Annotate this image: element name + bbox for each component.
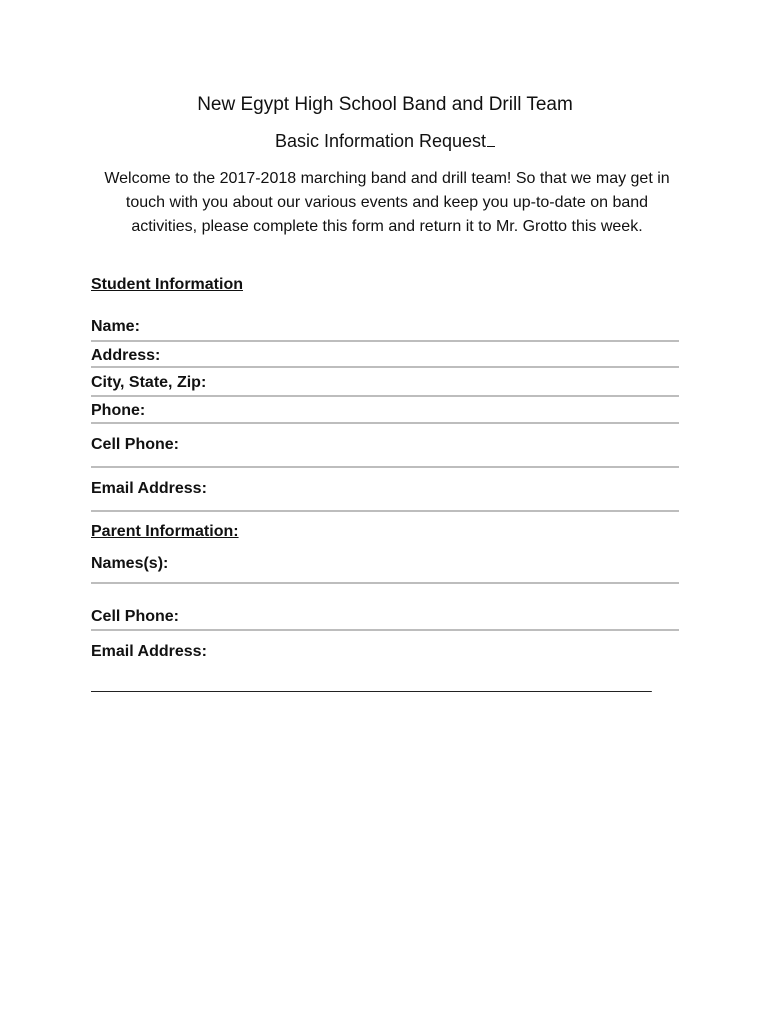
- parent-names-label: Names(s):: [91, 555, 169, 572]
- student-email-field[interactable]: [91, 480, 679, 512]
- form-title: New Egypt High School Band and Drill Team: [197, 94, 573, 115]
- student-email-label: Email Address:: [91, 480, 207, 497]
- student-address-field[interactable]: [91, 347, 679, 368]
- form-subtitle-text: Basic Information Request: [274, 131, 487, 151]
- student-city-state-zip-field[interactable]: [91, 374, 679, 397]
- parent-names-field[interactable]: [91, 555, 679, 584]
- parent-email-field[interactable]: [91, 643, 679, 663]
- form-subtitle: [0, 131, 770, 152]
- parent-email-label: Email Address:: [91, 643, 207, 660]
- student-name-label: Name:: [91, 318, 140, 335]
- intro-paragraph: Welcome to the 2017-2018 marching band and drill team! So that we may get in touch with you about our various events and keep you up-to-date on band activities, please complete this form and return it to Mr. Grotto this week.: [104, 170, 670, 235]
- parent-email-underscore-line[interactable]: _______________________________________________________________: [91, 676, 652, 693]
- student-name-field[interactable]: [91, 318, 679, 342]
- student-phone-field[interactable]: [91, 402, 679, 424]
- parent-cell-phone-field[interactable]: [91, 608, 679, 631]
- student-cell-phone-label: Cell Phone:: [91, 436, 180, 453]
- student-information-heading: [91, 276, 263, 294]
- student-phone-label: Phone:: [91, 402, 146, 419]
- student-heading-text: Student Information: [91, 276, 243, 293]
- student-city-state-zip-label: City, State, Zip:: [91, 374, 207, 391]
- parent-information-heading: [91, 523, 244, 541]
- parent-cell-phone-label: Cell Phone:: [91, 608, 180, 625]
- subtitle-underline: [487, 132, 495, 147]
- student-address-label: Address:: [91, 347, 161, 364]
- parent-heading-text: Parent Information:: [91, 523, 239, 540]
- student-cell-phone-field[interactable]: [91, 436, 679, 468]
